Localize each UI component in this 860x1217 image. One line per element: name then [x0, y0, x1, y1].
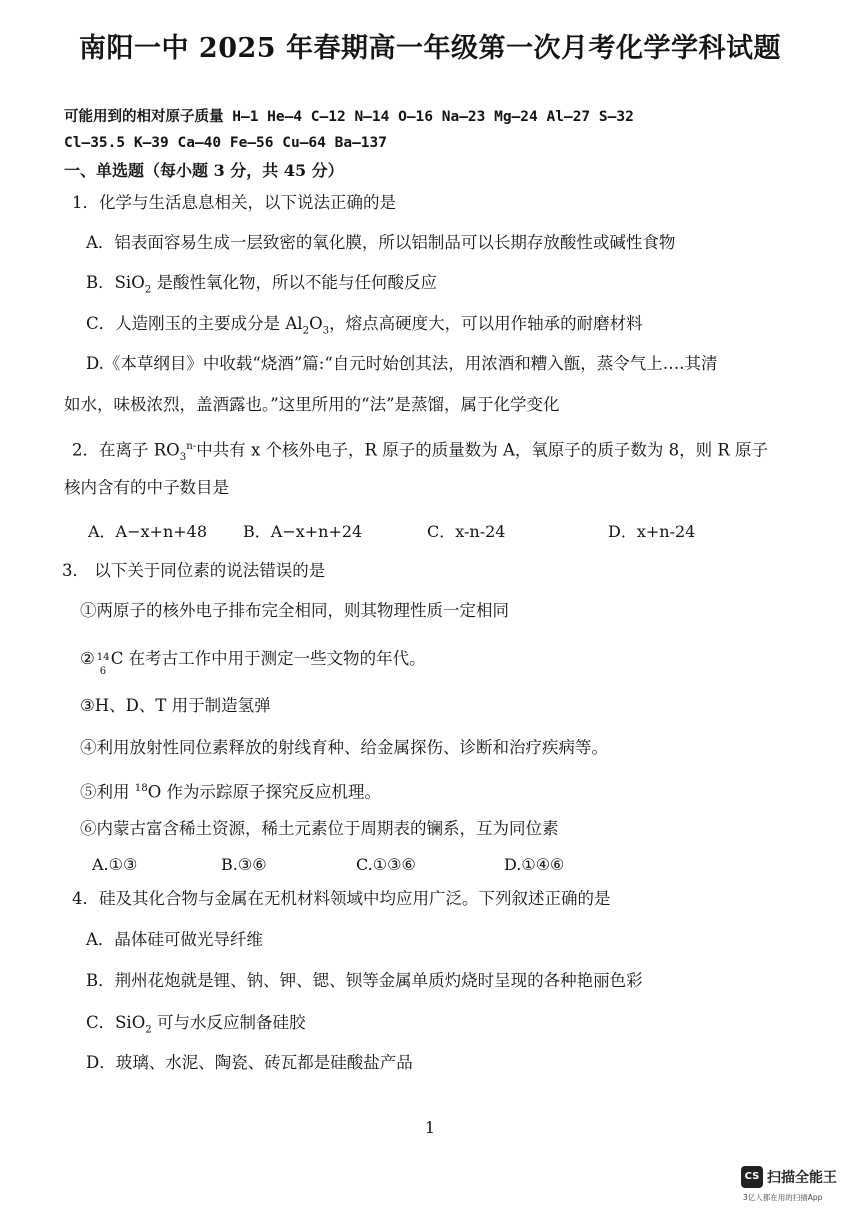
question-4-option-b: B．荆州花炮就是锂、钠、钾、锶、钡等金属单质灼烧时呈现的各种艳丽色彩 — [86, 971, 643, 990]
question-3-statement-6: ⑥内蒙古富含稀土资源，稀土元素位于周期表的镧系，互为同位素 — [80, 819, 559, 838]
question-2-option-c: C．x-n-24 — [427, 522, 506, 541]
scanner-watermark — [741, 1166, 856, 1206]
question-3-statement-3: ③H、D、T 用于制造氢弹 — [80, 696, 271, 715]
question-3-statement-5: ⑤利用 $^{18}$O 作为示踪原子探究反应机理。 — [80, 782, 382, 802]
question-3-option-b: B.③⑥ — [221, 855, 267, 874]
atomic-mass-line-2: Cl—35.5 K—39 Ca—40 Fe—56 Cu—64 Ba—137 — [64, 135, 388, 151]
question-2-option-d: D．x+n-24 — [608, 522, 696, 541]
question-1-option-d-line-2: 如水，味极浓烈，盖酒露也。”这里所用的“法”是蒸馏，属于化学变化 — [64, 395, 560, 414]
exam-title: 南阳一中 2025 年春期高一年级第一次月考化学学科试题 — [79, 33, 781, 64]
question-4-option-c: C．SiO$_2$ 可与水反应制备硅胶 — [86, 1013, 306, 1036]
question-4-option-d: D．玻璃、水泥、陶瓷、砖瓦都是硅酸盐产品 — [86, 1053, 413, 1072]
question-2-stem: 2．在离子 $RO_3^{n-}$中共有 x 个核外电子，R 原子的质量数为 A，氧原子的质子数为 8，则 R 原子 — [72, 440, 769, 463]
question-2-stem-line-2: 核内含有的中子数目是 — [64, 478, 229, 497]
question-2-option-a: A．A−x+n+48 — [88, 522, 208, 541]
question-3-option-d: D.①④⑥ — [504, 855, 565, 874]
question-1-stem: 1．化学与生活息息相关，以下说法正确的是 — [72, 193, 396, 212]
question-3-statement-4: ④利用放射性同位素释放的射线育种、给金属探伤、诊断和治疗疾病等。 — [80, 738, 608, 757]
question-1-option-b: B．SiO$_2$ 是酸性氧化物，所以不能与任何酸反应 — [86, 273, 437, 296]
question-1-option-d-line-1: D.《本草纲目》中收载“烧酒”篇:“自元时始创其法，用浓酒和糟入甑，蒸令气上….其清 — [86, 354, 718, 373]
question-3-option-c: C.①③⑥ — [356, 855, 416, 874]
question-3-statement-1: ①两原子的核外电子排布完全相同，则其物理性质一定相同 — [80, 601, 509, 620]
question-1-option-a: A．铝表面容易生成一层致密的氧化膜，所以铝制品可以长期存放酸性或碱性食物 — [86, 233, 676, 252]
watermark-app-name: 扫描全能王 — [767, 1170, 837, 1186]
atomic-mass-reference — [64, 104, 824, 156]
question-3-stem: 3． 以下关于同位素的说法错误的是 — [62, 561, 326, 580]
question-3-statement-2: ② 14 6 C 在考古工作中用于测定一些文物的年代。 — [80, 649, 426, 677]
section-title: 一、单选题（每小题 3 分，共 45 分） — [64, 161, 344, 180]
question-2-option-b: B．A−x+n+24 — [243, 522, 363, 541]
question-4-option-a: A．晶体硅可做光导纤维 — [86, 930, 263, 949]
page-number: 1 — [424, 1118, 436, 1137]
watermark-tagline: 3亿人都在用的扫描App — [743, 1193, 823, 1202]
question-1-option-c: C．人造刚玉的主要成分是 $Al_2O_3$，熔点高硬度大，可以用作轴承的耐磨材料 — [86, 314, 643, 337]
carbon-14-isotope-notation: 14 6 — [96, 651, 110, 677]
question-3-option-a: A.①③ — [92, 855, 138, 874]
camscanner-logo-icon: CS — [741, 1166, 763, 1188]
atomic-mass-line-1: 可能用到的相对原子质量 H—1 He—4 C—12 N—14 O—16 Na—23 Mg—24 Al—27 S—32 — [64, 109, 634, 125]
question-4-stem: 4．硅及其化合物与金属在无机材料领域中均应用广泛。下列叙述正确的是 — [72, 889, 611, 908]
